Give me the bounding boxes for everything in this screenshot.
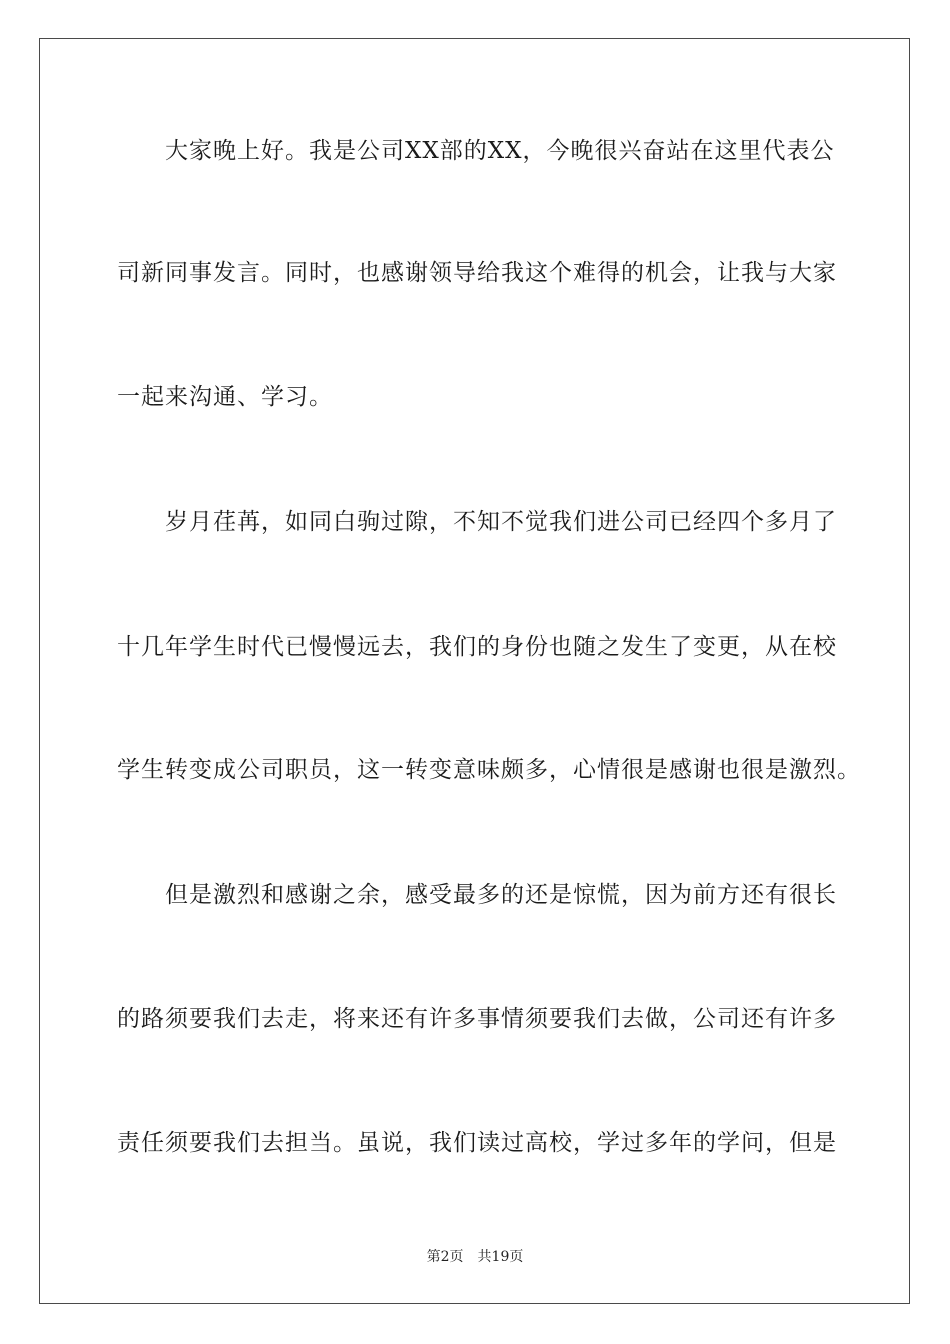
paragraph-2-line-3: 学生转变成公司职员，这一转变意味颇多，心情很是感谢也很是激烈。 bbox=[117, 757, 861, 783]
page-number: 第2页 bbox=[426, 1249, 464, 1265]
paragraph-3-line-2: 的路须要我们去走，将来还有许多事情须要我们去做，公司还有许多 bbox=[117, 1006, 837, 1032]
paragraph-1-line-3: 一起来沟通、学习。 bbox=[117, 384, 333, 410]
page-footer bbox=[0, 1248, 950, 1266]
paragraph-1-line-1: 大家晚上好。我是公司XX部的XX，今晚很兴奋站在这里代表公 bbox=[165, 138, 835, 164]
page-total: 共19页 bbox=[477, 1249, 524, 1265]
paragraph-1-line-2: 司新同事发言。同时，也感谢领导给我这个难得的机会，让我与大家 bbox=[117, 260, 837, 286]
paragraph-2-line-2: 十几年学生时代已慢慢远去，我们的身份也随之发生了变更，从在校 bbox=[117, 634, 837, 660]
paragraph-3-line-3: 责任须要我们去担当。虽说，我们读过高校，学过多年的学问，但是 bbox=[117, 1130, 837, 1156]
paragraph-2-line-1: 岁月荏苒，如同白驹过隙，不知不觉我们进公司已经四个多月了 bbox=[165, 509, 837, 535]
page-frame bbox=[39, 38, 910, 1304]
paragraph-3-line-1: 但是激烈和感谢之余，感受最多的还是惊慌，因为前方还有很长 bbox=[165, 882, 837, 908]
